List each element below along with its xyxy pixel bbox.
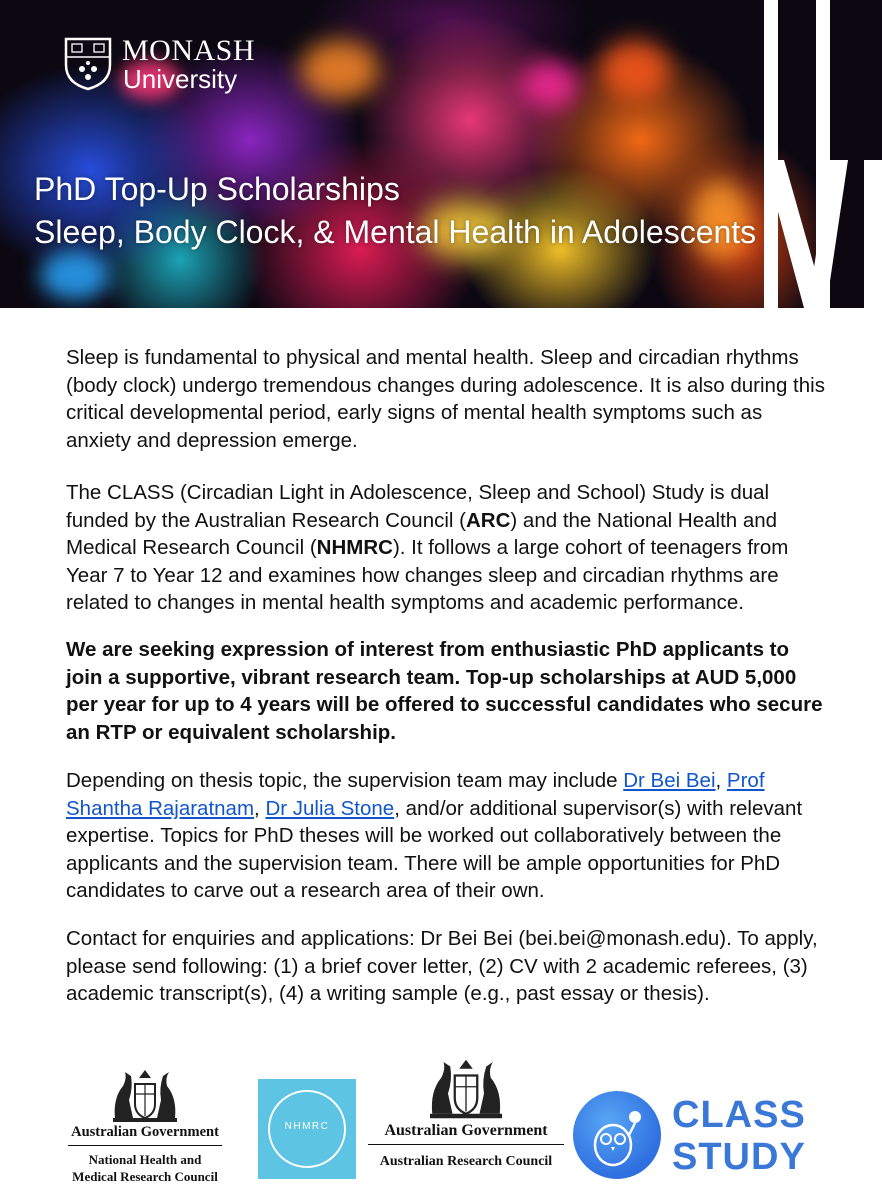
monash-logo [62, 33, 262, 97]
nhmrc-logo-text: NHMRC [284, 1121, 330, 1132]
arc-abbrev: ARC [465, 508, 511, 532]
study-paragraph [66, 479, 826, 617]
banner-speck [600, 40, 670, 100]
separator: , [254, 796, 266, 820]
link-dr-bei-bei[interactable]: Dr Bei Bei [623, 769, 716, 792]
link-dr-julia-stone[interactable]: Dr Julia Stone [265, 796, 395, 820]
separator: , [715, 769, 727, 792]
logo-monash-text: MONASH [122, 34, 256, 67]
header-banner [0, 0, 882, 308]
m-diagonal [764, 160, 882, 308]
arc-government-logo [368, 1056, 564, 1170]
logo-university-text: University [123, 64, 238, 94]
ag-subtitle: Australian Research Council [379, 1154, 553, 1169]
link-prof-shantha-rajaratnam[interactable]: Prof Shantha Rajaratnam [66, 769, 765, 820]
coat-of-arms-icon [421, 1056, 511, 1122]
supervision-paragraph [66, 767, 826, 905]
study-text-c: ) and the National Health and Medical Research Council ( [66, 508, 778, 559]
supervision-text-b: , and/or additional supervisor(s) with relevant expertise. Topics for PhD theses will be worked out collaboratively between the applicants and the supervision team. There will be ample opportunities for PhD candidates to carve out a research area of their own. [66, 796, 803, 902]
coat-of-arms-icon [105, 1068, 185, 1124]
nhmrc-logo [258, 1079, 356, 1179]
study-text-a: The CLASS (Circadian Light in Adolescence, Sleep and School) Study is dual funded by the Australian Research Council ( [66, 481, 770, 532]
contact-paragraph: Contact for enquiries and applications: Dr Bei Bei (bei.bei@monash.edu). To apply, please send following: (1) a brief cover letter, (2) CV with 2 academic referees, (3) academic transcript(s), (4) a writing sample (e.g., past essay or thesis). [66, 927, 818, 1005]
ag-title: Australian Government [368, 1122, 564, 1145]
class-owl-logo [573, 1091, 661, 1179]
class-text: CLASS [672, 1094, 806, 1136]
ag-title: Australian Government [68, 1124, 222, 1146]
intro-paragraph: Sleep is fundamental to physical and mental health. Sleep and circadian rhythms (body clock) undergo tremendous changes during adolescence. It is also during this critical developmental period, early signs of mental health symptoms such as anxiety and depression emerge. [66, 346, 825, 452]
banner-speck [520, 60, 580, 110]
study-text: STUDY [672, 1136, 806, 1178]
monash-crest-icon [62, 35, 114, 91]
banner-speck [40, 250, 110, 300]
banner-speck [300, 40, 380, 100]
study-text-e: ). It follows a large cohort of teenagers from Year 7 to Year 12 and examines how changes sleep and circadian rhythms are related to changes in mental health symptoms and academic performance. [66, 536, 789, 614]
ag-subtitle-line2: Medical Research Council [72, 1169, 218, 1184]
ag-subtitle-line1: National Health and [88, 1152, 202, 1167]
scholarship-paragraph: We are seeking expression of interest from enthusiastic PhD applicants to join a supportive, vibrant research team. Top-up scholarships at AUD 5,000 per year for up to 4 years will be offered to successful candidates who secure an RTP or equivalent scholarship. [66, 638, 823, 744]
page-subtitle: Sleep, Body Clock, & Mental Health in Adolescents [34, 214, 757, 250]
supervision-text-a: Depending on thesis topic, the supervision team may include [66, 769, 624, 792]
page-title: PhD Top-Up Scholarships [34, 171, 400, 207]
nhmrc-government-logo [68, 1068, 222, 1185]
owl-icon [573, 1091, 661, 1179]
nhmrc-abbrev: NHMRC [316, 536, 393, 559]
